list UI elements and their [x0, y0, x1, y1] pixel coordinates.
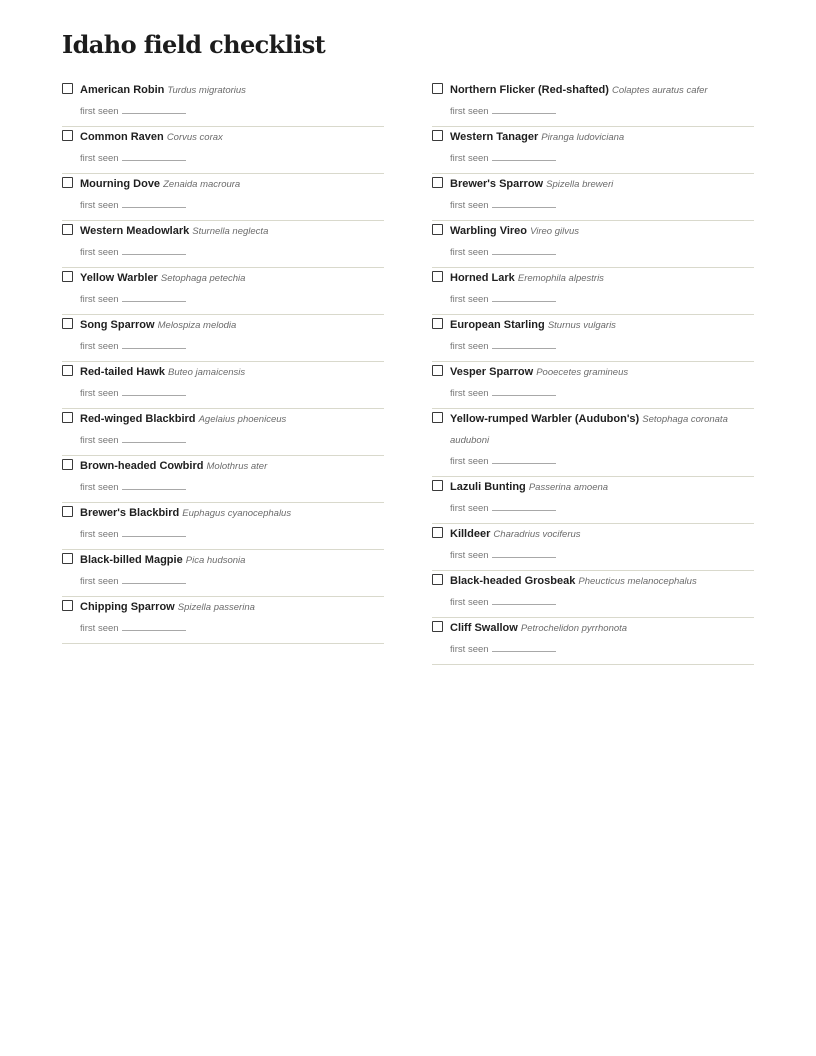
first-seen-row [450, 545, 754, 565]
checklist-entry [432, 268, 754, 315]
species-line [450, 80, 754, 101]
first-seen-row [80, 195, 384, 215]
first-seen-label: first seen [80, 435, 119, 446]
first-seen-label: first seen [80, 529, 119, 540]
scientific-name: Pooecetes gramineus [536, 367, 629, 378]
first-seen-row [80, 242, 384, 262]
first-seen-blank[interactable] [492, 101, 556, 114]
common-name: American Robin [80, 84, 165, 96]
species-line [80, 221, 384, 242]
common-name: Song Sparrow [80, 319, 155, 331]
scientific-name: Euphagus cyanocephalus [182, 508, 292, 519]
first-seen-row [80, 524, 384, 544]
common-name: Cliff Swallow [450, 622, 518, 634]
first-seen-label: first seen [80, 200, 119, 211]
common-name: Brewer's Blackbird [80, 507, 180, 519]
species-line [80, 503, 384, 524]
checklist-entry [432, 571, 754, 618]
first-seen-blank[interactable] [492, 336, 556, 349]
common-name: Northern Flicker (Red-shafted) [450, 84, 609, 96]
first-seen-blank[interactable] [122, 242, 186, 255]
first-seen-row [80, 383, 384, 403]
species-checkbox[interactable] [432, 83, 443, 94]
first-seen-label: first seen [450, 644, 489, 655]
species-line [450, 409, 754, 451]
species-checkbox[interactable] [62, 271, 73, 282]
common-name: Western Tanager [450, 131, 539, 143]
species-line [450, 315, 754, 336]
first-seen-blank[interactable] [492, 195, 556, 208]
species-checkbox[interactable] [62, 224, 73, 235]
scientific-name: Turdus migratorius [167, 85, 246, 96]
checklist-entry [432, 524, 754, 571]
species-checkbox[interactable] [432, 224, 443, 235]
species-checkbox[interactable] [62, 600, 73, 611]
common-name: Red-winged Blackbird [80, 413, 196, 425]
species-checkbox[interactable] [432, 271, 443, 282]
scientific-name: Spizella passerina [177, 602, 255, 613]
first-seen-blank[interactable] [122, 101, 186, 114]
scientific-name: Agelaius phoeniceus [198, 414, 287, 425]
first-seen-label: first seen [80, 576, 119, 587]
page-title: Idaho field checklist [62, 30, 326, 59]
checklist-entry [62, 550, 384, 597]
species-checkbox[interactable] [62, 412, 73, 423]
first-seen-label: first seen [450, 200, 489, 211]
common-name: Mourning Dove [80, 178, 161, 190]
scientific-name: Sturnella neglecta [192, 226, 269, 237]
species-line [450, 174, 754, 195]
species-line [80, 362, 384, 383]
checklist-entry [62, 456, 384, 503]
species-line [450, 571, 754, 592]
species-line [80, 127, 384, 148]
species-line [80, 315, 384, 336]
species-line [80, 268, 384, 289]
species-checkbox[interactable] [62, 506, 73, 517]
checklist-entry [432, 409, 754, 477]
species-checkbox[interactable] [62, 177, 73, 188]
species-line [80, 550, 384, 571]
first-seen-row [80, 571, 384, 591]
first-seen-row [450, 451, 754, 471]
first-seen-row [80, 289, 384, 309]
common-name: Brown-headed Cowbird [80, 460, 204, 472]
common-name: Horned Lark [450, 272, 515, 284]
species-line [450, 477, 754, 498]
first-seen-label: first seen [80, 247, 119, 258]
species-checkbox[interactable] [62, 130, 73, 141]
species-checkbox[interactable] [432, 177, 443, 188]
common-name: Red-tailed Hawk [80, 366, 165, 378]
common-name: Vesper Sparrow [450, 366, 534, 378]
common-name: Chipping Sparrow [80, 601, 175, 613]
first-seen-label: first seen [450, 597, 489, 608]
first-seen-row [450, 148, 754, 168]
scientific-name: Sturnus vulgaris [547, 320, 616, 331]
scientific-name: Zenaida macroura [163, 179, 241, 190]
checklist-entry [432, 174, 754, 221]
scientific-name: Buteo jamaicensis [168, 367, 246, 378]
first-seen-blank[interactable] [122, 618, 186, 631]
first-seen-row [450, 242, 754, 262]
common-name: Killdeer [450, 528, 491, 540]
first-seen-blank[interactable] [492, 545, 556, 558]
first-seen-blank[interactable] [492, 498, 556, 511]
first-seen-label: first seen [80, 153, 119, 164]
species-checkbox[interactable] [62, 553, 73, 564]
checklist-entry [62, 268, 384, 315]
first-seen-row [450, 639, 754, 659]
species-checkbox[interactable] [432, 130, 443, 141]
species-checkbox[interactable] [432, 574, 443, 585]
checklist-entry [62, 127, 384, 174]
first-seen-row [450, 336, 754, 356]
first-seen-row [450, 498, 754, 518]
common-name: Yellow-rumped Warbler (Audubon's) [450, 413, 640, 425]
first-seen-label: first seen [450, 341, 489, 352]
first-seen-blank[interactable] [122, 289, 186, 302]
species-checkbox[interactable] [432, 412, 443, 423]
first-seen-label: first seen [80, 623, 119, 634]
checklist-entry [432, 477, 754, 524]
checklist-entry [432, 221, 754, 268]
checklist-entry [432, 618, 754, 665]
scientific-name: Pheucticus melanocephalus [578, 576, 697, 587]
checklist-entry [432, 315, 754, 362]
first-seen-blank[interactable] [492, 242, 556, 255]
first-seen-blank[interactable] [122, 524, 186, 537]
first-seen-label: first seen [80, 388, 119, 399]
checklist-entry [62, 503, 384, 550]
first-seen-row [450, 289, 754, 309]
species-line [80, 456, 384, 477]
first-seen-blank[interactable] [122, 571, 186, 584]
common-name: Yellow Warbler [80, 272, 158, 284]
scientific-name: Passerina amoena [528, 482, 609, 493]
first-seen-label: first seen [450, 388, 489, 399]
checklist-entry [432, 127, 754, 174]
first-seen-blank[interactable] [122, 148, 186, 161]
scientific-name: Charadrius vociferus [493, 529, 581, 540]
first-seen-blank[interactable] [492, 148, 556, 161]
species-checkbox[interactable] [62, 459, 73, 470]
checklist-column-right [432, 80, 754, 665]
first-seen-label: first seen [80, 294, 119, 305]
scientific-name: Molothrus ater [206, 461, 268, 472]
first-seen-row [450, 195, 754, 215]
common-name: Warbling Vireo [450, 225, 528, 237]
species-line [80, 174, 384, 195]
species-line [80, 80, 384, 101]
common-name: Black-billed Magpie [80, 554, 183, 566]
scientific-name: Vireo gilvus [530, 226, 580, 237]
first-seen-row [80, 148, 384, 168]
first-seen-label: first seen [450, 106, 489, 117]
scientific-name: Melospiza melodia [157, 320, 237, 331]
common-name: Black-headed Grosbeak [450, 575, 576, 587]
species-line [450, 618, 754, 639]
species-line [450, 221, 754, 242]
common-name: Western Meadowlark [80, 225, 190, 237]
checklist-entry [62, 80, 384, 127]
scientific-name: Colaptes auratus cafer [611, 85, 708, 96]
scientific-name: Petrochelidon pyrrhonota [520, 623, 628, 634]
species-checkbox[interactable] [62, 83, 73, 94]
checklist-entry [62, 362, 384, 409]
first-seen-blank[interactable] [492, 289, 556, 302]
common-name: Brewer's Sparrow [450, 178, 544, 190]
first-seen-label: first seen [450, 294, 489, 305]
first-seen-blank[interactable] [122, 430, 186, 443]
first-seen-row [80, 618, 384, 638]
first-seen-blank[interactable] [492, 451, 556, 464]
scientific-name: Corvus corax [166, 132, 223, 143]
species-checkbox[interactable] [432, 527, 443, 538]
species-line [80, 409, 384, 430]
first-seen-label: first seen [450, 153, 489, 164]
scientific-name: Setophaga coronata auduboni [450, 414, 728, 446]
first-seen-row [450, 383, 754, 403]
checklist-entry [62, 174, 384, 221]
first-seen-label: first seen [450, 456, 489, 467]
species-line [450, 362, 754, 383]
scientific-name: Pica hudsonia [185, 555, 246, 566]
first-seen-label: first seen [450, 247, 489, 258]
species-checkbox[interactable] [432, 621, 443, 632]
common-name: Common Raven [80, 131, 164, 143]
checklist-entry [62, 221, 384, 268]
scientific-name: Setophaga petechia [160, 273, 246, 284]
species-checkbox[interactable] [62, 318, 73, 329]
species-line [450, 524, 754, 545]
first-seen-blank[interactable] [122, 383, 186, 396]
first-seen-blank[interactable] [492, 639, 556, 652]
species-line [450, 268, 754, 289]
first-seen-row [80, 101, 384, 121]
checklist-column-left [62, 80, 384, 644]
first-seen-blank[interactable] [492, 592, 556, 605]
species-line [80, 597, 384, 618]
first-seen-row [450, 101, 754, 121]
first-seen-row [80, 336, 384, 356]
species-checkbox[interactable] [432, 318, 443, 329]
common-name: Lazuli Bunting [450, 481, 526, 493]
first-seen-label: first seen [80, 106, 119, 117]
species-checkbox[interactable] [432, 480, 443, 491]
first-seen-blank[interactable] [122, 477, 186, 490]
checklist-entry [62, 409, 384, 456]
first-seen-row [80, 430, 384, 450]
species-checkbox[interactable] [432, 365, 443, 376]
checklist-entry [62, 597, 384, 644]
species-line [450, 127, 754, 148]
first-seen-label: first seen [80, 341, 119, 352]
scientific-name: Spizella breweri [546, 179, 614, 190]
first-seen-label: first seen [450, 550, 489, 561]
first-seen-blank[interactable] [122, 336, 186, 349]
first-seen-blank[interactable] [122, 195, 186, 208]
first-seen-label: first seen [450, 503, 489, 514]
species-checkbox[interactable] [62, 365, 73, 376]
first-seen-row [80, 477, 384, 497]
checklist-entry [62, 315, 384, 362]
common-name: European Starling [450, 319, 545, 331]
checklist-entry [432, 80, 754, 127]
first-seen-label: first seen [80, 482, 119, 493]
checklist-entry [432, 362, 754, 409]
first-seen-blank[interactable] [492, 383, 556, 396]
scientific-name: Eremophila alpestris [517, 273, 604, 284]
first-seen-row [450, 592, 754, 612]
scientific-name: Piranga ludoviciana [541, 132, 625, 143]
